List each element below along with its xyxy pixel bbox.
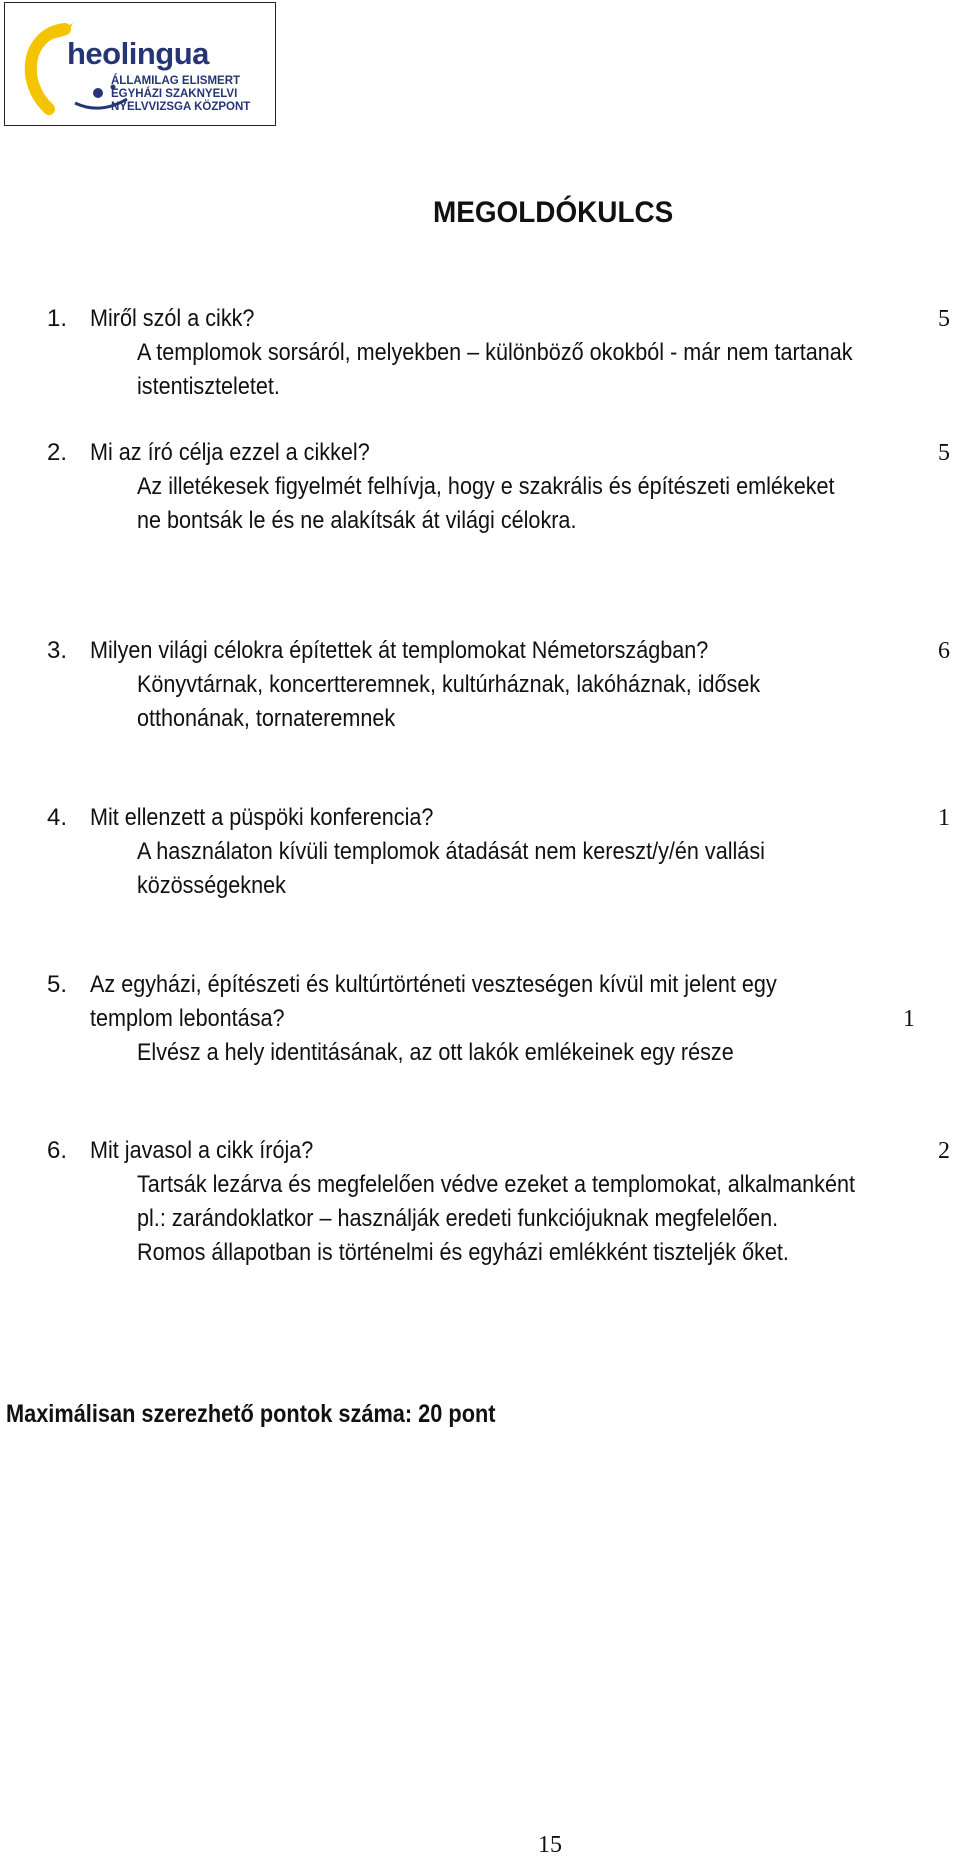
question-number: 6.: [47, 1137, 68, 1164]
points-value: 5: [938, 440, 950, 466]
logo-line-3: NYELVVIZSGA KÖZPONT: [111, 101, 251, 113]
theolingua-logo: [4, 2, 276, 126]
question-text: Milyen világi célokra építettek át templomokat Németországban?: [90, 637, 709, 664]
logo-line-1: ÁLLAMILAG ELISMERT: [111, 75, 241, 87]
answer-line: otthonának, tornateremnek: [137, 705, 396, 732]
points-value: 2: [938, 1138, 950, 1164]
answer-line: A templomok sorsáról, melyekben – különböző okokból - már nem tartanak: [137, 339, 853, 366]
answer-line: A használaton kívüli templomok átadását nem kereszt/y/én vallási: [137, 838, 765, 865]
answer-line: pl.: zarándoklatkor – használják eredeti funkciójuknak megfelelően.: [137, 1205, 779, 1232]
question-item: [0, 436, 960, 538]
question-item: [0, 801, 960, 903]
question-text: Az egyházi, építészeti és kultúrtörténeti veszteségen kívül mit jelent egy: [90, 971, 777, 998]
answer-line: istentiszteletet.: [137, 373, 280, 400]
points-value: 1: [903, 1006, 915, 1032]
question-number: 5.: [47, 971, 68, 998]
points-value: 1: [938, 805, 950, 831]
page-number: 15: [538, 1832, 562, 1858]
question-number: 2.: [47, 439, 68, 466]
total-points: Maximálisan szerezhető pontok száma: 20 pont: [6, 1400, 496, 1428]
answer-line: közösségeknek: [137, 872, 286, 899]
answer-line: Az illetékesek figyelmét felhívja, hogy e szakrális és építészeti emlékeket: [137, 473, 835, 500]
logo-line-2: EGYHÁZI SZAKNYELVI: [111, 88, 238, 100]
answer-line: Elvész a hely identitásának, az ott lakók emlékeinek egy része: [137, 1039, 734, 1066]
question-text: Miről szól a cikk?: [90, 305, 255, 332]
points-value: 6: [938, 638, 950, 664]
answer-line: Tartsák lezárva és megfelelően védve ezeket a templomokat, alkalmanként: [137, 1171, 855, 1198]
points-value: 5: [938, 306, 950, 332]
question-item: [0, 634, 960, 736]
page-title: MEGOLDÓKULCS: [433, 196, 674, 229]
question-text: templom lebontása?: [90, 1005, 285, 1032]
question-item: [0, 1134, 960, 1270]
answer-line: Könyvtárnak, koncertteremnek, kultúrháznak, lakóháznak, idősek: [137, 671, 761, 698]
question-number: 4.: [47, 804, 68, 831]
answer-line: Romos állapotban is történelmi és egyházi emlékként tiszteljék őket.: [137, 1239, 789, 1266]
question-text: Mit ellenzett a püspöki konferencia?: [90, 804, 434, 831]
question-text: Mi az író célja ezzel a cikkel?: [90, 439, 370, 466]
question-number: 1.: [47, 305, 68, 332]
answer-line: ne bontsák le és ne alakítsák át világi célokra.: [137, 507, 577, 534]
question-item: [0, 302, 960, 404]
question-item: [0, 968, 960, 1070]
question-number: 3.: [47, 637, 68, 664]
logo-wordmark: heolingua: [67, 36, 209, 71]
question-text: Mit javasol a cikk írója?: [90, 1137, 314, 1164]
